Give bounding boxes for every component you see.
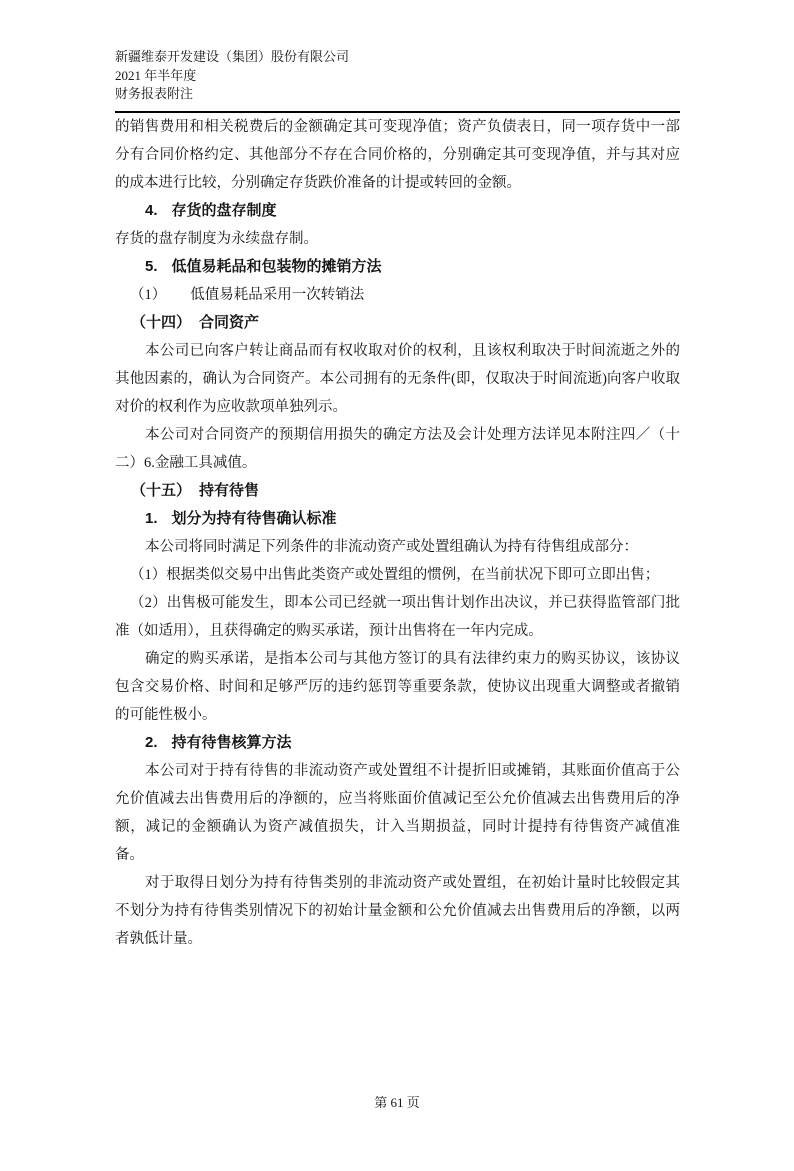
heading-number: （十四） (131, 313, 192, 331)
heading-section-4 (115, 197, 680, 225)
paragraph-inventory-nrv-carryover: 的销售费用和相关税费后的金额确定其可变现净值；资产负债表日，同一项存货中一部分有合同价格约定、其他部分不存在合同价格的，分别确定其可变现净值，并与其对应的成本进行比较，分别确定存货跌价准备的计提或转回的金额。 (115, 118, 680, 191)
heading-section-15 (115, 477, 680, 505)
list-item-criteria-1: （1）根据类似交易中出售此类资产或处置组的惯例，在当前状况下即可立即出售； (130, 566, 660, 583)
company-name: 新疆维泰开发建设（集团）股份有限公司 (115, 49, 350, 64)
list-item-criteria-2: （2）出售极可能发生，即本公司已经就一项出售计划作出决议，并已获得监管部门批准（如适用），且获得确定的购买承诺，预计出售将在一年内完成。 (115, 594, 680, 639)
heading-section-14 (115, 309, 680, 337)
heading-title: 划分为持有待售确认标准 (171, 509, 337, 527)
paragraph-contract-asset-ecl-reference: 本公司对合同资产的预期信用损失的确定方法及会计处理方法详见本附注四／（十二）6.金融工具减值。 (115, 426, 680, 471)
paragraph-held-for-sale-measurement-1: 本公司对于持有待售的非流动资产或处置组不计提折旧或摊销，其账面价值高于公允价值减去出售费用后的净额的，应当将账面价值减记至公允价值减去出售费用后的净额，减记的金额确认为资产减值损失，计入当期损益，同时计提持有待售资产减值准备。 (115, 762, 680, 863)
heading-title: 持有待售 (199, 481, 260, 499)
item-text: 低值易耗品采用一次转销法 (190, 286, 365, 303)
heading-section-5 (115, 253, 680, 281)
document-page (0, 48, 794, 1171)
report-header (115, 48, 680, 113)
heading-number: 4. (145, 201, 158, 219)
heading-subsection-2-measurement (115, 729, 680, 757)
heading-title: 持有待售核算方法 (171, 733, 292, 751)
report-period: 2021 年半年度 (115, 67, 197, 83)
paragraph-inventory-system: 存货的盘存制度为永续盘存制。 (115, 230, 318, 247)
list-item-low-value-consumables (115, 281, 680, 309)
paragraph-contract-asset-definition: 本公司已向客户转让商品而有权收取对价的权利，且该权利取决于时间流逝之外的其他因素的，确认为合同资产。本公司拥有的无条件(即，仅取决于时间流逝)向客户收取对价的权利作为应收款项单独列示。 (115, 342, 680, 415)
heading-number: 1. (145, 509, 158, 527)
item-number: （1） (130, 286, 167, 303)
document-body (115, 113, 680, 953)
heading-number: （十五） (131, 481, 192, 499)
paragraph-held-for-sale-measurement-2: 对于取得日划分为持有待售类别的非流动资产或处置组，在初始计量时比较假定其不划分为持有待售类别情况下的初始计量金额和公允价值减去出售费用后的净额，以两者孰低计量。 (115, 874, 680, 947)
paragraph-firm-purchase-commitment: 确定的购买承诺，是指本公司与其他方签订的具有法律约束力的购买协议，该协议包含交易价格、时间和足够严厉的违约惩罚等重要条款，使协议出现重大调整或者撤销的可能性极小。 (115, 650, 680, 723)
heading-number: 5. (145, 257, 158, 275)
heading-subsection-1-criteria (115, 505, 680, 533)
document-title: 财务报表附注 (115, 86, 194, 101)
heading-title: 低值易耗品和包装物的摊销方法 (171, 257, 382, 275)
heading-title: 合同资产 (199, 313, 260, 331)
paragraph-held-for-sale-intro: 本公司将同时满足下列条件的非流动资产或处置组确认为持有待售组成部分： (145, 538, 638, 555)
heading-number: 2. (145, 733, 158, 751)
page-number: 第 61 页 (374, 1095, 420, 1110)
heading-title: 存货的盘存制度 (171, 201, 277, 219)
